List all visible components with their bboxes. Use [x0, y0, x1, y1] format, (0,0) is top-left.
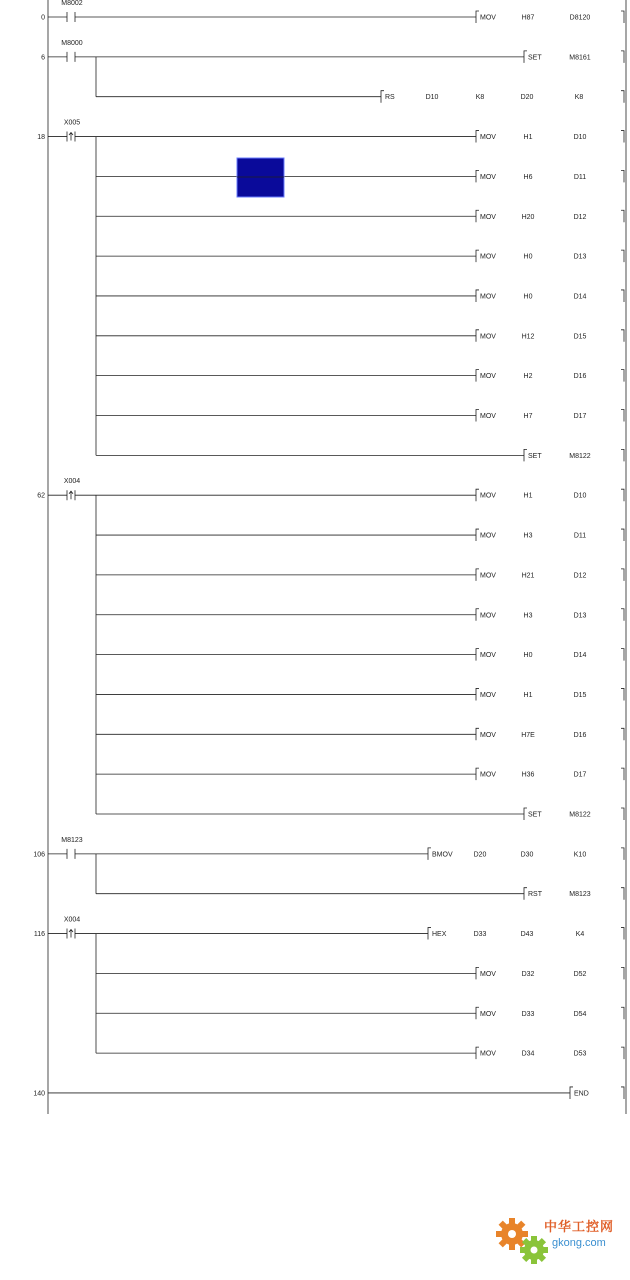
step-number: 18	[37, 134, 45, 142]
instruction-arg: D32	[521, 970, 535, 978]
instruction-arg: D52	[573, 970, 587, 978]
instruction-arg: H0	[523, 652, 533, 660]
instruction-op: MOV	[480, 652, 496, 660]
instruction-op: MOV	[480, 213, 496, 221]
instruction-bracket-left	[428, 928, 431, 940]
instruction-op: MOV	[480, 413, 496, 420]
rising-edge-arrow	[69, 930, 73, 938]
instruction-arg: D20	[520, 94, 534, 102]
instruction-bracket-right	[621, 649, 624, 661]
instruction-bracket-right	[621, 928, 624, 940]
instruction-arg: H2	[523, 373, 533, 381]
instruction-op: MOV	[480, 1010, 496, 1018]
instruction-bracket-right	[621, 1047, 624, 1059]
instruction-bracket-right	[621, 1007, 624, 1019]
instruction-bracket-right	[621, 210, 624, 222]
instruction-bracket-right	[621, 250, 624, 262]
instruction-arg: H7	[523, 413, 533, 420]
instruction-bracket-left	[476, 250, 479, 262]
instruction-bracket-left	[476, 210, 479, 222]
instruction-bracket-left	[476, 290, 479, 302]
instruction-arg: D10	[573, 134, 587, 142]
instruction-op: MOV	[480, 333, 496, 341]
contact-label: X005	[63, 119, 81, 127]
instruction-bracket-right	[621, 330, 624, 342]
instruction-arg: H6	[523, 173, 533, 181]
step-number: 6	[41, 54, 45, 62]
step-number: 62	[37, 492, 45, 500]
instruction-bracket-left	[476, 1047, 479, 1059]
instruction-bracket-left	[476, 768, 479, 780]
instruction-bracket-left	[524, 888, 527, 900]
instruction-bracket-left	[570, 1087, 573, 1099]
editor-cursor	[237, 158, 284, 197]
instruction-arg: D11	[573, 532, 587, 540]
instruction-op: HEX	[432, 931, 447, 939]
watermark	[494, 1210, 624, 1270]
instruction-op: MOV	[480, 14, 496, 22]
instruction-bracket-right	[621, 370, 624, 382]
instruction-op: MOV	[480, 173, 496, 181]
instruction-bracket-right	[621, 489, 624, 501]
instruction-op: MOV	[480, 572, 496, 580]
instruction-arg: M8123	[569, 891, 591, 899]
instruction-bracket-right	[621, 131, 624, 143]
instruction-arg: D10	[573, 492, 587, 500]
step-number: 116	[33, 931, 45, 939]
contact-label: M8002	[61, 0, 83, 7]
instruction-bracket-right	[621, 529, 624, 541]
instruction-arg: D12	[573, 213, 587, 221]
instruction-arg: H0	[523, 253, 533, 261]
instruction-bracket-left	[476, 609, 479, 621]
instruction-arg: H7E	[521, 731, 535, 739]
instruction-op: MOV	[480, 771, 496, 779]
instruction-bracket-left	[476, 649, 479, 661]
instruction-op: END	[574, 1090, 589, 1098]
instruction-arg: D20	[473, 851, 487, 859]
instruction-arg: H36	[521, 771, 535, 779]
instruction-arg: K8	[574, 94, 584, 102]
instruction-op: MOV	[480, 373, 496, 381]
instruction-op: MOV	[480, 293, 496, 301]
instruction-op: MOV	[480, 532, 496, 540]
contact-label: X004	[63, 478, 81, 486]
rising-edge-arrow	[69, 133, 73, 141]
instruction-bracket-right	[621, 91, 624, 103]
instruction-op: RST	[528, 891, 542, 899]
instruction-arg: D33	[473, 931, 487, 939]
instruction-arg: M8161	[569, 54, 591, 62]
instruction-arg: H12	[521, 333, 535, 341]
instruction-arg: H0	[523, 293, 533, 301]
instruction-bracket-right	[621, 848, 624, 860]
instruction-bracket-right	[621, 449, 624, 461]
instruction-bracket-left	[428, 848, 431, 860]
instruction-bracket-right	[621, 808, 624, 820]
instruction-arg: D13	[573, 253, 587, 261]
instruction-arg: D30	[520, 851, 534, 859]
instruction-bracket-left	[524, 808, 527, 820]
instruction-bracket-left	[524, 449, 527, 461]
instruction-op: SET	[528, 811, 542, 819]
instruction-op: SET	[528, 452, 542, 460]
instruction-arg: D43	[520, 931, 534, 939]
instruction-bracket-right	[621, 170, 624, 182]
instruction-op: MOV	[480, 970, 496, 978]
instruction-bracket-right	[621, 1087, 624, 1099]
step-number: 140	[33, 1090, 45, 1098]
instruction-bracket-right	[621, 290, 624, 302]
instruction-arg: D14	[573, 652, 587, 660]
instruction-arg: M8122	[569, 811, 591, 819]
instruction-bracket-left	[524, 51, 527, 63]
instruction-arg: K10	[573, 851, 587, 859]
instruction-arg: D15	[573, 691, 587, 699]
instruction-arg: D13	[573, 612, 587, 620]
instruction-bracket-left	[476, 967, 479, 979]
instruction-bracket-left	[476, 688, 479, 700]
instruction-op: SET	[528, 54, 542, 62]
contact-label: M8000	[61, 39, 83, 47]
instruction-op: MOV	[480, 612, 496, 620]
instruction-arg: H87	[521, 14, 535, 22]
instruction-arg: H3	[523, 532, 533, 540]
contact-label: M8123	[61, 836, 83, 844]
step-number: 0	[41, 14, 45, 22]
instruction-bracket-left	[476, 529, 479, 541]
instruction-bracket-right	[621, 888, 624, 900]
instruction-bracket-right	[621, 728, 624, 740]
instruction-op: MOV	[480, 1050, 496, 1058]
instruction-arg: H3	[523, 612, 533, 620]
instruction-bracket-right	[621, 569, 624, 581]
instruction-bracket-right	[621, 410, 624, 422]
instruction-arg: D17	[573, 771, 587, 779]
instruction-arg: D33	[521, 1010, 535, 1018]
instruction-bracket-left	[476, 1007, 479, 1019]
watermark-title: 中华工控网	[544, 1220, 615, 1235]
instruction-arg: K4	[575, 931, 585, 939]
instruction-bracket-left	[476, 170, 479, 182]
instruction-arg: D16	[573, 731, 587, 739]
instruction-bracket-left	[476, 131, 479, 143]
rising-edge-arrow	[69, 491, 73, 499]
instruction-op: BMOV	[432, 851, 453, 859]
instruction-arg: D15	[573, 333, 587, 341]
instruction-arg: D8120	[569, 14, 591, 22]
watermark-url: gkong.com	[552, 1237, 606, 1249]
step-number: 106	[33, 851, 45, 859]
instruction-bracket-left	[476, 569, 479, 581]
instruction-arg: D11	[573, 173, 587, 181]
instruction-op: MOV	[480, 731, 496, 739]
instruction-op: RS	[385, 94, 395, 102]
instruction-bracket-right	[621, 967, 624, 979]
instruction-op: MOV	[480, 492, 496, 500]
instruction-arg: D10	[425, 94, 439, 102]
instruction-arg: D53	[573, 1050, 587, 1058]
instruction-arg: H1	[523, 691, 533, 699]
instruction-arg: H21	[521, 572, 535, 580]
instruction-arg: H1	[523, 492, 533, 500]
instruction-op: MOV	[480, 253, 496, 261]
instruction-bracket-right	[621, 688, 624, 700]
instruction-bracket-right	[621, 51, 624, 63]
instruction-arg: H1	[523, 134, 533, 142]
instruction-bracket-left	[476, 330, 479, 342]
instruction-bracket-left	[476, 410, 479, 422]
instruction-arg: D12	[573, 572, 587, 580]
instruction-arg: M8122	[569, 452, 591, 460]
instruction-bracket-right	[621, 11, 624, 23]
instruction-arg: K8	[475, 94, 485, 102]
instruction-arg: D17	[573, 413, 587, 420]
instruction-arg: D54	[573, 1010, 587, 1018]
instruction-op: MOV	[480, 691, 496, 699]
contact-label: X004	[63, 916, 81, 924]
instruction-op: MOV	[480, 134, 496, 142]
instruction-bracket-left	[476, 489, 479, 501]
instruction-bracket-right	[621, 609, 624, 621]
instruction-bracket-left	[381, 91, 384, 103]
instruction-bracket-left	[476, 728, 479, 740]
instruction-arg: D16	[573, 373, 587, 381]
instruction-arg: D14	[573, 293, 587, 301]
instruction-bracket-left	[476, 11, 479, 23]
instruction-bracket-right	[621, 768, 624, 780]
instruction-bracket-left	[476, 370, 479, 382]
instruction-arg: D34	[521, 1050, 535, 1058]
instruction-arg: H20	[521, 213, 535, 221]
